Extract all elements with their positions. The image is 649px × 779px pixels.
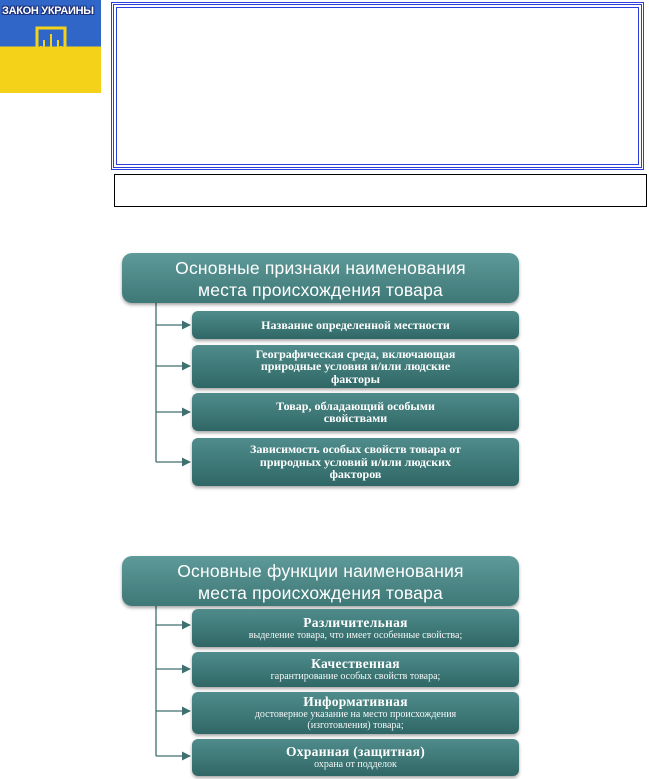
header-line: Основные признаки наименования [175,258,466,278]
item-line: Географическая среда, включающая [255,346,456,361]
item-subtitle: выделение товара, что имеет особенные свойства; [248,629,463,641]
diagram1-header [122,253,519,303]
item-subtitle: достоверное указание на место происхождения [254,709,457,720]
diagram2-item [192,692,519,734]
diagram2-header [122,556,519,606]
item-line: факторов [329,467,382,482]
item-subtitle: охрана от подделок [314,759,397,770]
item-subtitle: (изготовления) товара; [307,720,404,731]
item-title: Информативная [303,694,408,709]
item-title: Различительная [303,614,408,630]
header-line: места происхождения товара [198,583,443,603]
diagram1-item [192,311,519,339]
item-line: Товар, обладающий особыми [276,398,435,413]
header-line: места происхождения товара [198,280,443,300]
diagram1-item [192,393,519,431]
item-line: свойствами [323,411,388,425]
item-line: природные условия и/или людские [260,359,451,374]
header-line: Основные функции наименования [177,561,464,581]
logo-text: ЗАКОН УКРАИНЫ [2,5,94,17]
diagram2-item [192,609,519,647]
item-line: Название определенной местности [261,317,450,332]
item-title: Качественная [311,656,400,671]
item-subtitle: гарантирование особых свойств товара; [270,671,441,682]
diagram2-item [192,652,519,687]
diagram1-item [192,345,519,388]
diagram2-item [192,739,519,776]
diagram1-item [192,438,519,486]
item-line: природных условий и/или людских [259,454,452,469]
item-line: Зависимость особых свойств товара от [250,442,461,457]
item-title: Охранная (защитная) [286,744,425,759]
item-line: факторы [331,371,380,386]
